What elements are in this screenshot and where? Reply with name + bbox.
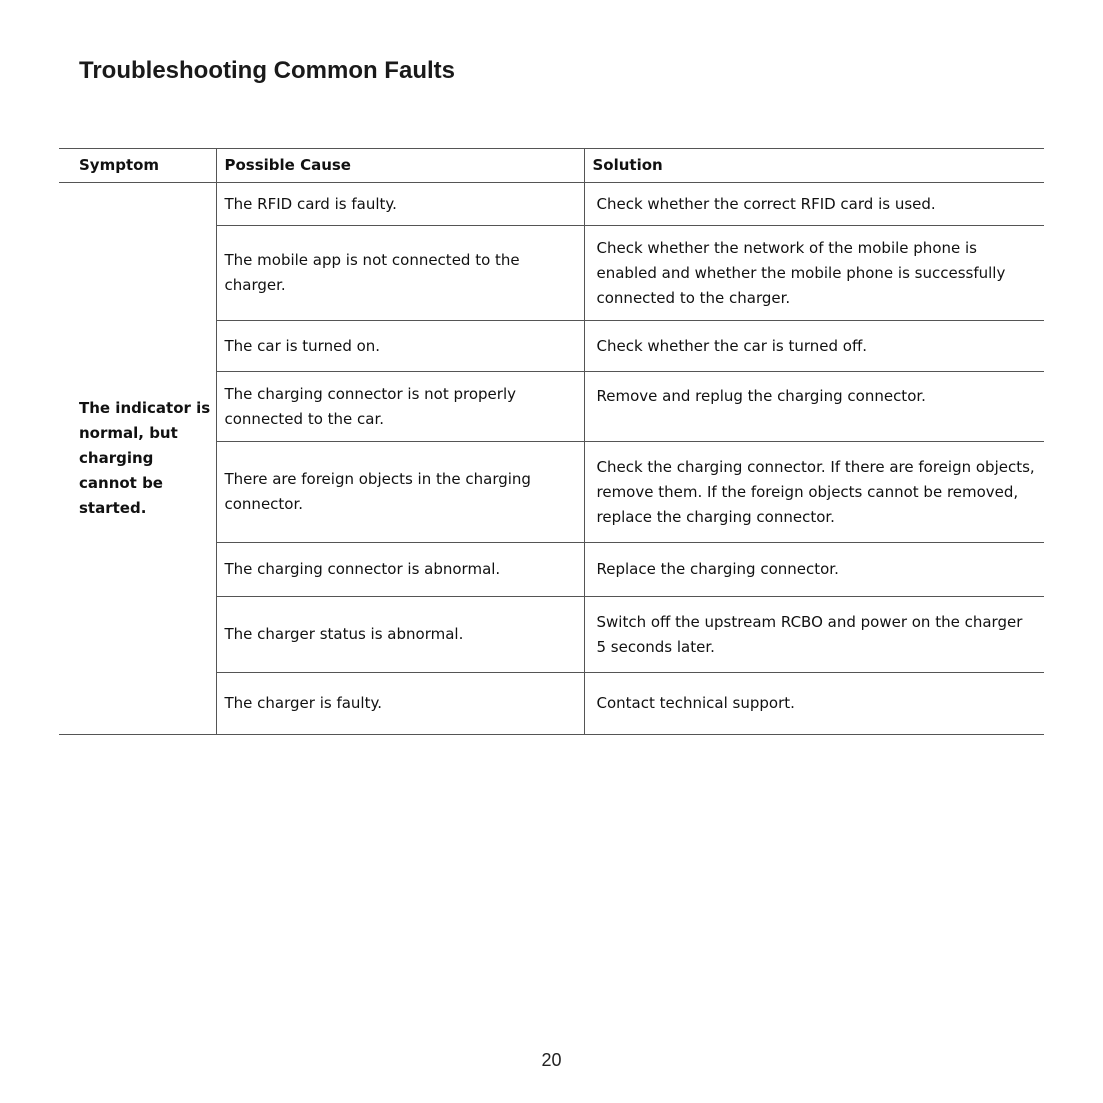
solution-cell: Check the charging connector. If there are foreign objects, remove them. If the foreign objects cannot be removed, replace the charging connector. bbox=[584, 442, 1044, 543]
solution-cell: Check whether the network of the mobile phone is enabled and whether the mobile phone is successfully connected to the charger. bbox=[584, 226, 1044, 321]
cause-cell: The charger status is abnormal. bbox=[216, 597, 584, 673]
header-solution: Solution bbox=[584, 149, 1044, 183]
cause-cell: The mobile app is not connected to the charger. bbox=[216, 226, 584, 321]
header-symptom: Symptom bbox=[59, 149, 216, 183]
table-row bbox=[59, 183, 1044, 226]
solution-cell: Replace the charging connector. bbox=[584, 543, 1044, 597]
page-title: Troubleshooting Common Faults bbox=[79, 57, 455, 84]
header-possible-cause: Possible Cause bbox=[216, 149, 584, 183]
cause-cell: The charger is faulty. bbox=[216, 673, 584, 735]
cause-cell: The charging connector is not properly connected to the car. bbox=[216, 372, 584, 442]
table-header-row bbox=[59, 149, 1044, 183]
page-number: 20 bbox=[541, 1050, 562, 1070]
solution-cell: Check whether the correct RFID card is used. bbox=[584, 183, 1044, 226]
troubleshooting-table bbox=[59, 148, 1044, 735]
cause-cell: The charging connector is abnormal. bbox=[216, 543, 584, 597]
cause-cell: There are foreign objects in the charging connector. bbox=[216, 442, 584, 543]
solution-cell: Switch off the upstream RCBO and power on the charger 5 seconds later. bbox=[584, 597, 1044, 673]
solution-cell: Contact technical support. bbox=[584, 673, 1044, 735]
symptom-cell: The indicator is normal, but charging cannot be started. bbox=[59, 183, 216, 735]
cause-cell: The car is turned on. bbox=[216, 321, 584, 372]
solution-cell: Remove and replug the charging connector. bbox=[584, 372, 1044, 442]
solution-cell: Check whether the car is turned off. bbox=[584, 321, 1044, 372]
cause-cell: The RFID card is faulty. bbox=[216, 183, 584, 226]
